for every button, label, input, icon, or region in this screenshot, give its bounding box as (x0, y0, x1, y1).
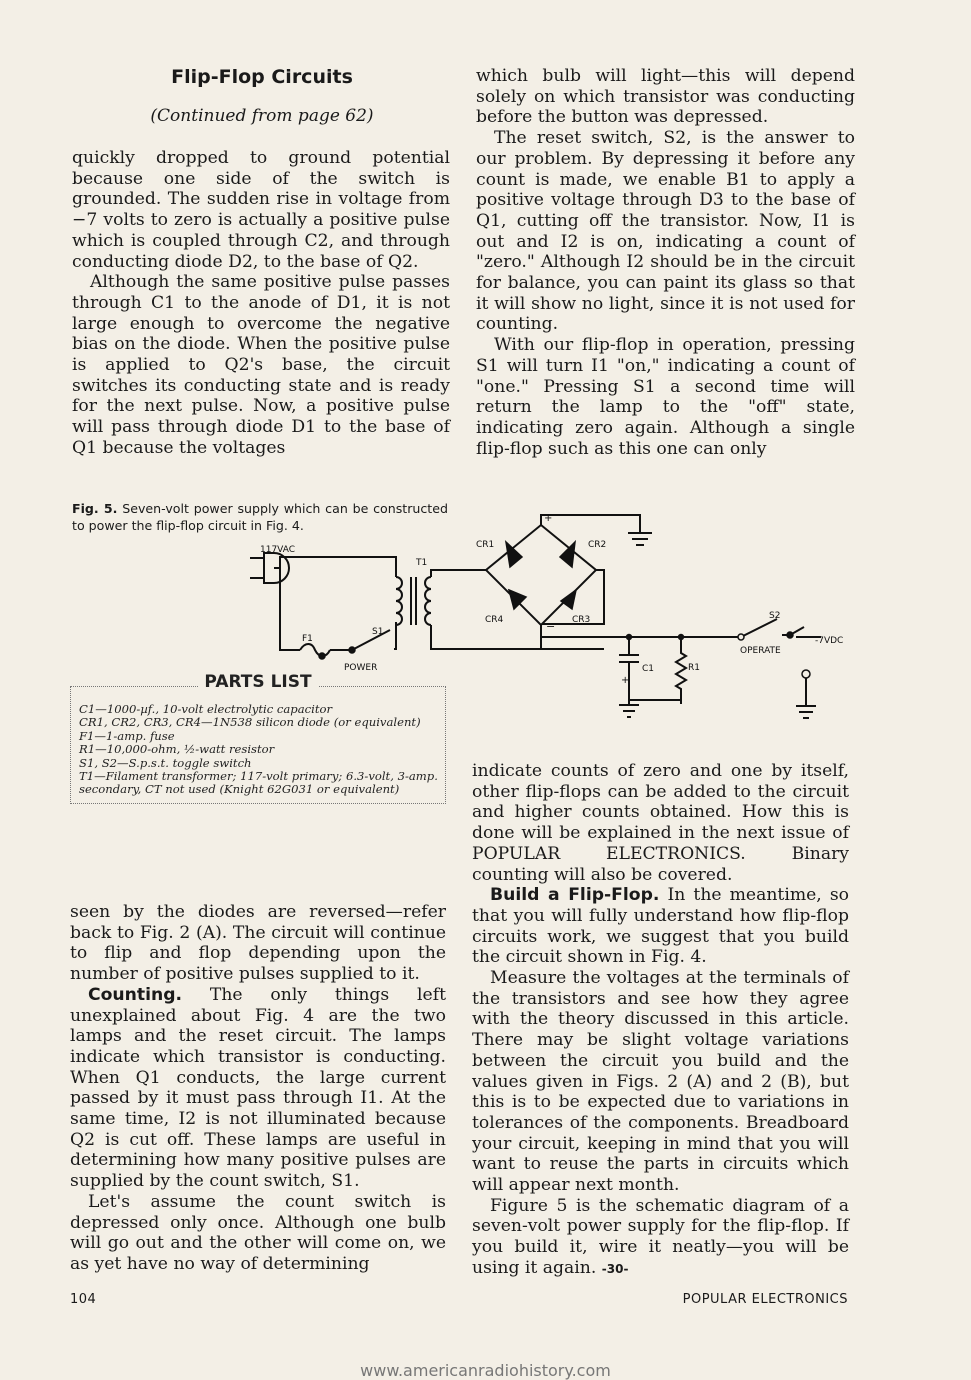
parts-item: R1—10,000-ohm, ½-watt resistor (79, 742, 275, 757)
label-cr3: CR3 (572, 615, 591, 625)
left-para-2: Although the same positive pulse passes through C1 to the anode of D1, it is not large enough to overcome the negative bias on the diode. When the positive pulse is applied to Q2's base, the circuit switches its conducting state and is ready for the next pulse. Now, a positive pulse will pass through diode D1 to the base of Q1 because the voltages (72, 272, 450, 458)
label-f1: F1 (302, 634, 313, 644)
magazine-name: POPULAR ELECTRONICS (682, 1292, 848, 1307)
right-para-2: The reset switch, S2, is the answer to our problem. By depressing it before any count is made, we enable B1 to apply a positive voltage through D3 to the base of Q1, cutting off the transistor. Now, I1 is out and I2 is on, indicating a count of "zero." Although I2 should be in the circuit for balance, you can paint its glass so that it will show no light, since it is not used for counting. (476, 128, 855, 335)
primary-coil (396, 577, 402, 625)
right-para-5: In the meantime, so that you will fully understand how flip-flop circuits work, we suggest that you build the circuit shown in Fig. 4. (472, 885, 849, 968)
label-plus-capacitor: + (621, 675, 630, 686)
continued-note: (Continued from page 62) (150, 106, 374, 126)
parts-list (70, 672, 446, 804)
label-minus-bridge: − (546, 620, 556, 633)
label-s1: S1 (372, 627, 384, 637)
end-mark: -30- (601, 1261, 629, 1276)
article-title: Flip-Flop Circuits (171, 66, 353, 88)
figure-caption-label: Fig. 5. (72, 501, 118, 516)
parts-item: F1—1-amp. fuse (79, 728, 175, 743)
right-para-7: Figure 5 is the schematic diagram of a seven-volt power supply for the flip-flop. If you build it, wire it neatly—you will be using it again. (472, 1195, 849, 1278)
parts-item: S1, S2—S.p.s.t. toggle switch (79, 755, 252, 770)
left-para-1: quickly dropped to ground potential because one side of the switch is grounded. The sudden rise in voltage from −7 volts to zero is actually a positive pulse which is coupled through C2, and through conducting diode D2, to the base of Q2. (72, 148, 450, 272)
parts-item: CR1, CR2, CR3, CR4—1N538 silicon diode (or equivalent) (79, 715, 421, 730)
bridge-rectifier (486, 525, 596, 625)
label-7vdc: -7VDC (815, 636, 844, 646)
label-c1: C1 (642, 664, 655, 674)
diode-cr1 (506, 542, 522, 567)
parts-item: T1—Filament transformer; 117-volt primary; 6.3-volt, 3-amp. secondary, CT not used (Knight 62G031 or equivalent) (79, 769, 438, 797)
left-column-top (72, 148, 450, 459)
fuse-f1 (300, 644, 330, 656)
left-column-bottom (70, 902, 446, 1275)
label-operate: OPERATE (740, 646, 781, 656)
right-para-3: With our flip-flop in operation, pressing S1 will turn I1 "on," indicating a count of "one." Pressing S1 a second time will return the lamp to the "off" state, indicating zero again. Although a single flip-flop such as this one can only (476, 335, 855, 459)
left-para-3: seen by the diodes are reversed—refer back to Fig. 2 (A). The circuit will continue to flip and flop depending upon the number of positive pulses supplied to it. (70, 902, 446, 985)
label-r1: R1 (688, 663, 700, 673)
figure-caption-text: Seven-volt power supply which can be constructed to power the flip-flop circuit in Fig. 4. (72, 501, 448, 533)
right-para-1: which bulb will light—this will depend solely on which transistor was conducting before the button was depressed. (476, 66, 855, 128)
label-cr2: CR2 (588, 540, 607, 550)
secondary-coil (425, 577, 431, 625)
label-s2: S2 (769, 611, 781, 621)
label-power: POWER (344, 663, 378, 673)
diode-cr3 (561, 590, 576, 609)
section-heading-build: Build a Flip-Flop. (490, 885, 660, 906)
right-column-top (476, 66, 855, 459)
label-cr1: CR1 (476, 540, 495, 550)
left-para-4: The only things left unexplained about Fig. 4 are the two lamps and the reset circuit. The lamps indicate which transistor is conducting. When Q1 conducts, the large current passed by it must pass through I1. At the same time, I2 is not illuminated because Q2 is cut off. These lamps are useful in determining how many positive pulses are supplied by the count switch, S1. (70, 984, 446, 1192)
section-heading-counting: Counting. (88, 984, 183, 1005)
right-para-4: indicate counts of zero and one by itself, other flip-flops can be added to the circuit and higher counts obtained. How this is done will be explained in the next issue of POPULAR ELECTRONICS. Binary counting will also be covered. (472, 761, 849, 885)
right-para-6: Measure the voltages at the terminals of the transistors and see how they agree with the theory discussed in this article. There may be slight voltage variations between the circuit you build and the values given in Figs. 2 (A) and 2 (B), but this is to be expected due to variations in tolerances of the components. Breadboard your circuit, keeping in mind that you will want to reuse the parts in circuits which will appear next month. (472, 968, 849, 1196)
label-117vac: 117VAC (260, 545, 296, 555)
label-cr4: CR4 (485, 615, 504, 625)
label-plus-bridge: + (544, 513, 553, 524)
parts-item: C1—1000-µf., 10-volt electrolytic capacitor (79, 702, 333, 716)
watermark: www.americanradiohistory.com (360, 1361, 611, 1380)
label-t1: T1 (416, 558, 428, 568)
parts-list-title: PARTS LIST (198, 672, 317, 692)
plug-prongs (250, 558, 264, 578)
left-para-5: Let's assume the count switch is depressed only once. Although one bulb will go out and the other will come on, we as yet have no way of determining (70, 1191, 446, 1274)
page-number: 104 (70, 1292, 97, 1307)
right-column-bottom (472, 761, 849, 1280)
